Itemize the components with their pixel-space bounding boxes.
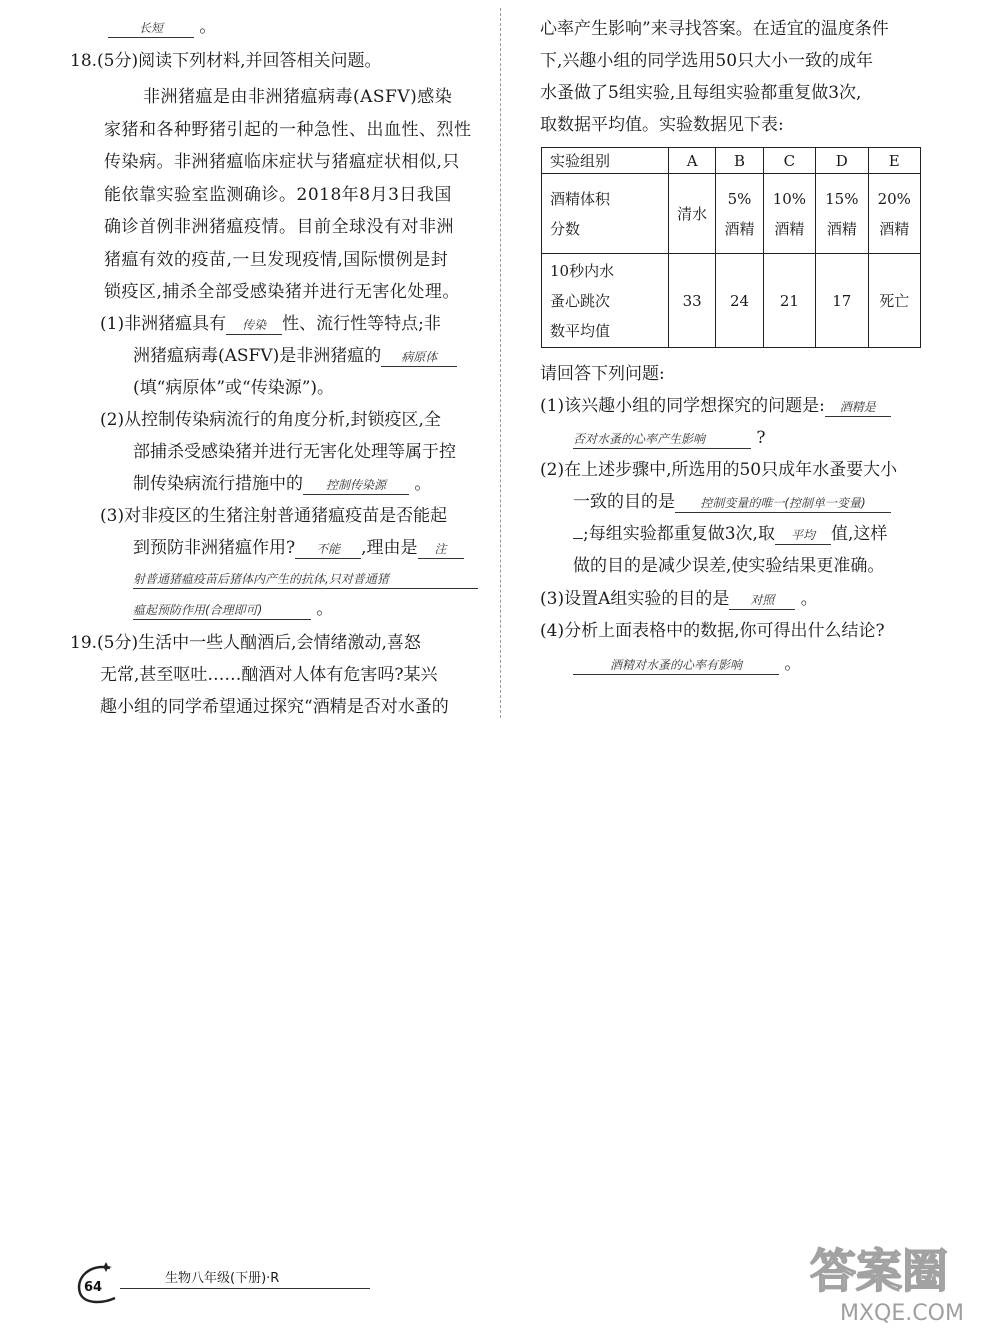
q19-line2: 无常,甚至呕吐……酗酒对人体有危害吗?某兴 (100, 665, 438, 685)
q18-p3-line1: (3)对非疫区的生猪注射普通猪瘟疫苗是否能起 (100, 506, 448, 526)
q18-p1-line3: (填“病原体”或“传染源”)。 (133, 378, 335, 398)
table-header-row (542, 148, 921, 174)
answer-blank: 传染 (226, 316, 282, 335)
q18-p2-line2: 部捕杀受感染猪并进行无害化处理等属于控 (133, 442, 456, 462)
q19-p1-line2 (573, 427, 766, 449)
table-cell: 24 (716, 254, 763, 348)
q19-p4-line2: 酒精对水蚤的心率有影响 。 (573, 653, 801, 675)
q18-p1-line2 (133, 345, 457, 367)
table-cell (716, 174, 763, 254)
label-line: 蚤心跳次 (550, 291, 611, 310)
material-line: 确诊首例非洲猪瘟疫情。目前全球没有对非洲 (104, 217, 454, 237)
answer-blank: 病原体 (381, 348, 457, 367)
q18-p1-text-a: (1)非洲猪瘟具有 (100, 314, 227, 334)
q19-right-line1: 心率产生影响”来寻找答案。在适宜的温度条件 (540, 19, 889, 39)
cell-text: 5% (727, 189, 752, 208)
q19-p1-text-a: (1)该兴趣小组的同学想探究的问题是: (540, 396, 825, 416)
q19-p3-text-a: (3)设置A组实验的目的是 (540, 589, 730, 609)
q18-p1-line1 (100, 313, 441, 335)
table-header-cell: A (669, 148, 716, 174)
table-cell: 17 (816, 254, 868, 348)
watermark-chars: 答案圈 (810, 1244, 948, 1298)
watermark-url: MXQE.COM (840, 1301, 964, 1326)
q18-p3-line4: 瘟起预防作用(合理即可) 。 (133, 599, 334, 619)
label-line: 数平均值 (550, 321, 611, 340)
q18-p2-text-c: 制传染病流行措施中的 (133, 474, 303, 494)
material-line: 非洲猪瘟是由非洲猪瘟病毒(ASFV)感染 (143, 87, 453, 107)
label-line: 酒精体积 (550, 189, 611, 208)
q19-right-line4: 取数据平均值。实验数据见下表: (540, 115, 784, 135)
q18-p1-text-c: 洲猪瘟病毒(ASFV)是非洲猪瘟的 (133, 346, 382, 366)
answer-blank: 注 (418, 540, 464, 559)
q19-p4-line1: (4)分析上面表格中的数据,你可得出什么结论? (540, 621, 885, 641)
q19-line1: 19.(5分)生活中一些人酗酒后,会情绪激动,喜怒 (70, 633, 421, 653)
q19-right-line2: 下,兴趣小组的同学选用50只大小一致的成年 (540, 51, 874, 71)
book-title: 生物八年级(下册)·R (165, 1271, 280, 1286)
table-cell (763, 174, 815, 254)
top-answer-line: 长短 。 (108, 16, 216, 38)
q18-p3-text-b: 到预防非洲猪瘟作用? (133, 538, 296, 558)
q19-prompt: 请回答下列问题: (540, 364, 665, 384)
answer-blank: 否对水蚤的心率产生影响 (573, 430, 751, 449)
cell-text: 酒精 (879, 219, 910, 238)
answer-blank: 平均 (775, 526, 831, 545)
column-divider (500, 8, 501, 718)
q19-p2-text-b: 一致的目的是 (573, 492, 675, 512)
experiment-table (541, 147, 921, 348)
table-cell: 21 (763, 254, 815, 348)
answer-blank: 长短 (108, 19, 194, 38)
footer-rule (120, 1288, 370, 1289)
label-line: 10秒内水 (550, 261, 615, 280)
table-row-label (542, 174, 669, 254)
q19-p2-line4: 做的目的是减少误差,使实验结果更准确。 (573, 556, 885, 576)
cell-text: 酒精 (774, 219, 805, 238)
q19-right-line3: 水蚤做了5组实验,且每组实验都重复做3次, (540, 83, 862, 103)
table-row (542, 174, 921, 254)
cell-text: 清水 (677, 204, 708, 223)
table-header-cell: D (816, 148, 868, 174)
cell-text: 酒精 (724, 219, 755, 238)
q19-p2-line1: (2)在上述步骤中,所选用的50只成年水蚤要大小 (540, 460, 898, 480)
table-row-label (542, 254, 669, 348)
q18-p2-line3: 制传染病流行措施中的 控制传染源 。 (133, 474, 432, 494)
q18-p1-text-b: 性、流行性等特点;非 (282, 314, 441, 334)
material-line: 能依靠实验室监测确诊。2018年8月3日我国 (104, 184, 452, 205)
cell-text: 10% (772, 189, 807, 208)
q19-p2-line2 (573, 491, 891, 513)
table-header-cell: B (716, 148, 763, 174)
table-cell: 33 (669, 254, 716, 348)
label-line: 分数 (550, 219, 581, 238)
q19-p2-line3 (573, 523, 887, 545)
material-line: 传染病。非洲猪瘟临床症状与猪瘟症状相似,只 (104, 152, 460, 172)
material-line: 家猪和各种野猪引起的一种急性、出血性、烈性 (104, 119, 472, 140)
table-header-cell: 实验组别 (542, 148, 669, 174)
cell-text: 酒精 (826, 219, 857, 238)
q18-p3-text-c: ,理由是 (361, 538, 418, 558)
answer-blank-line: 射普通猪瘟疫苗后猪体内产生的抗体,只对普通猪 (133, 570, 478, 589)
table-cell (868, 174, 920, 254)
q19-line3: 趣小组的同学希望通过探究“酒精是否对水蚤的 (100, 697, 449, 717)
q19-p2-text-d: 值,这样 (830, 524, 888, 544)
page-number-swirl-icon (70, 1258, 120, 1308)
table-cell (816, 174, 868, 254)
answer-blank: 控制传染源 (303, 476, 409, 495)
q19-p2-text-c: ;每组实验都重复做3次,取 (583, 524, 775, 544)
q18-p2-line1: (2)从控制传染病流行的角度分析,封锁疫区,全 (100, 410, 441, 430)
answer-blank-tail (573, 538, 583, 539)
page-number: 64 (84, 1280, 103, 1295)
answer-blank: 不能 (295, 540, 361, 559)
answer-blank: 酒精是 (825, 398, 891, 417)
q18-header: 18.(5分)阅读下列材料,并回答相关问题。 (70, 51, 382, 71)
answer-blank: 控制变量的唯一(控制单一变量) (675, 494, 891, 513)
answer-blank: 对照 (729, 591, 795, 610)
table-header-cell: C (763, 148, 815, 174)
cell-text: 20% (877, 189, 911, 208)
table-header-cell: E (868, 148, 920, 174)
material-line: 猪瘟有效的疫苗,一旦发现疫情,国际惯例是封 (104, 249, 449, 270)
answer-blank: 酒精对水蚤的心率有影响 (573, 656, 779, 675)
material-line: 锁疫区,捕杀全部受感染猪并进行无害化处理。 (104, 282, 460, 302)
cell-text: 15% (825, 189, 859, 208)
q19-p1-line1 (540, 395, 891, 417)
table-row (542, 254, 921, 348)
q19-p1-qmark: ? (756, 428, 766, 448)
q19-p3-line: (3)设置A组实验的目的是 对照 。 (540, 589, 818, 609)
answer-blank: 瘟起预防作用(合理即可) (133, 601, 311, 620)
watermark-logo (800, 1232, 995, 1327)
table-cell: 死亡 (868, 254, 920, 348)
table-cell (669, 174, 716, 254)
q18-p3-line2 (133, 537, 464, 559)
